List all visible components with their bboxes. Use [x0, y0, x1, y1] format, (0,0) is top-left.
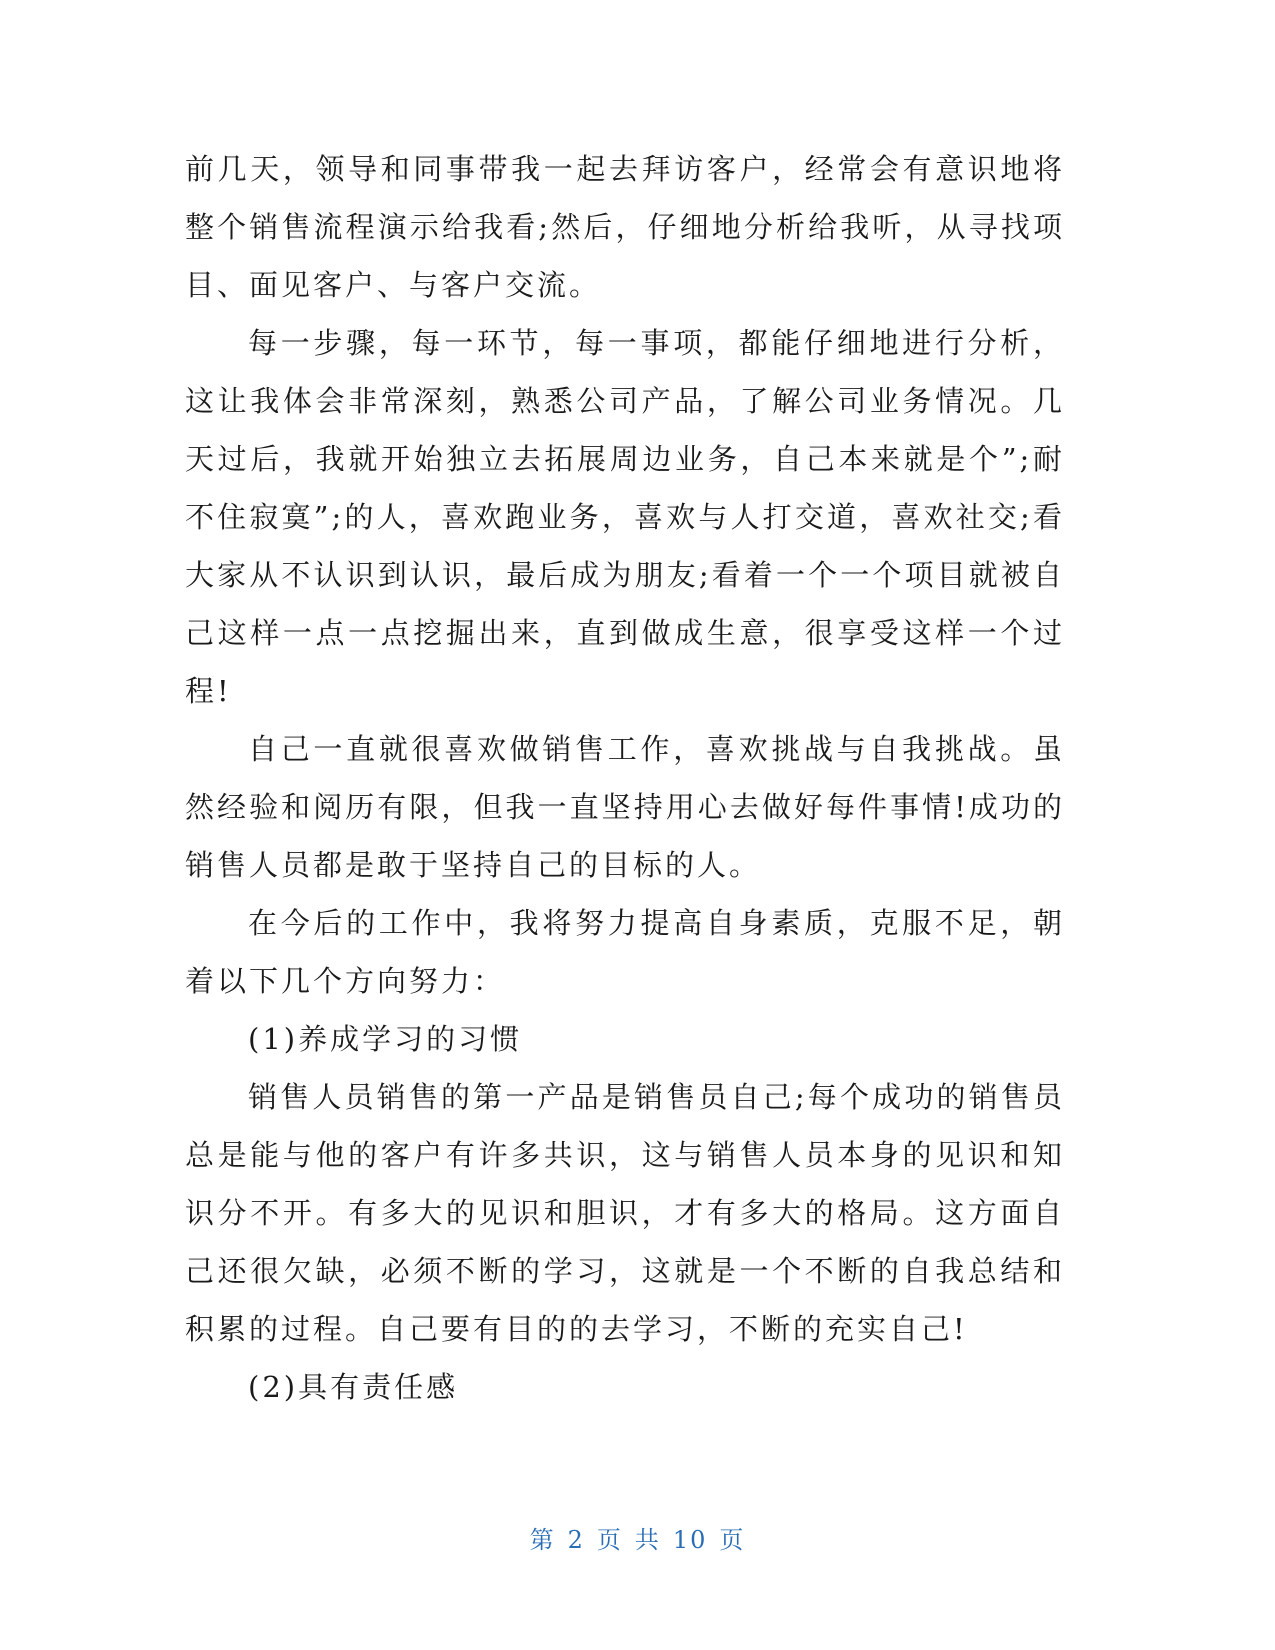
page-unit: 页 [596, 1526, 623, 1554]
total-label: 共 [634, 1526, 661, 1554]
section-heading: (1)养成学习的习惯 [248, 1022, 523, 1056]
section-heading: (2)具有责任感 [248, 1370, 459, 1404]
page-number-total: 10 [672, 1526, 708, 1554]
paragraph: 销售人员销售的第一产品是销售员自己;每个成功的销售员总是能与他的客户有许多共识，这与销售人员本身的见识和知识分不开。有多大的见识和胆识，才有多大的格局。这方面自己还很欠缺，必须不断的学习，这就是一个不断的自我总结和积累的过程。自己要有目的的去学习，不断的充实自己! [185, 1080, 1065, 1346]
page-number-current: 2 [567, 1526, 585, 1554]
paragraph: 每一步骤，每一环节，每一事项，都能仔细地进行分析，这让我体会非常深刻，熟悉公司产品，了解公司业务情况。几天过后，我就开始独立去拓展周边业务，自己本来就是个”;耐不住寂寞”;的人，喜欢跑业务，喜欢与人打交道，喜欢社交;看大家从不认识到认识，最后成为朋友;看着一个一个项目就被自己这样一点一点挖掘出来，直到做成生意，很享受这样一个过程! [185, 326, 1065, 708]
total-unit: 页 [719, 1526, 746, 1554]
paragraph: 自己一直就很喜欢做销售工作，喜欢挑战与自我挑战。虽然经验和阅历有限，但我一直坚持用心去做好每件事情!成功的销售人员都是敢于坚持自己的目标的人。 [185, 732, 1065, 882]
document-body [185, 140, 1065, 1416]
paragraph-intro-no-indent: 前几天，领导和同事带我一起去拜访客户，经常会有意识地将整个销售流程演示给我看;然后，仔细地分析给我听，从寻找项目、面见客户、与客户交流。 [185, 152, 1065, 302]
page-footer [0, 1520, 1275, 1555]
page-label: 第 [529, 1526, 556, 1554]
paragraph: 在今后的工作中，我将努力提高自身素质，克服不足，朝着以下几个方向努力： [185, 906, 1065, 998]
